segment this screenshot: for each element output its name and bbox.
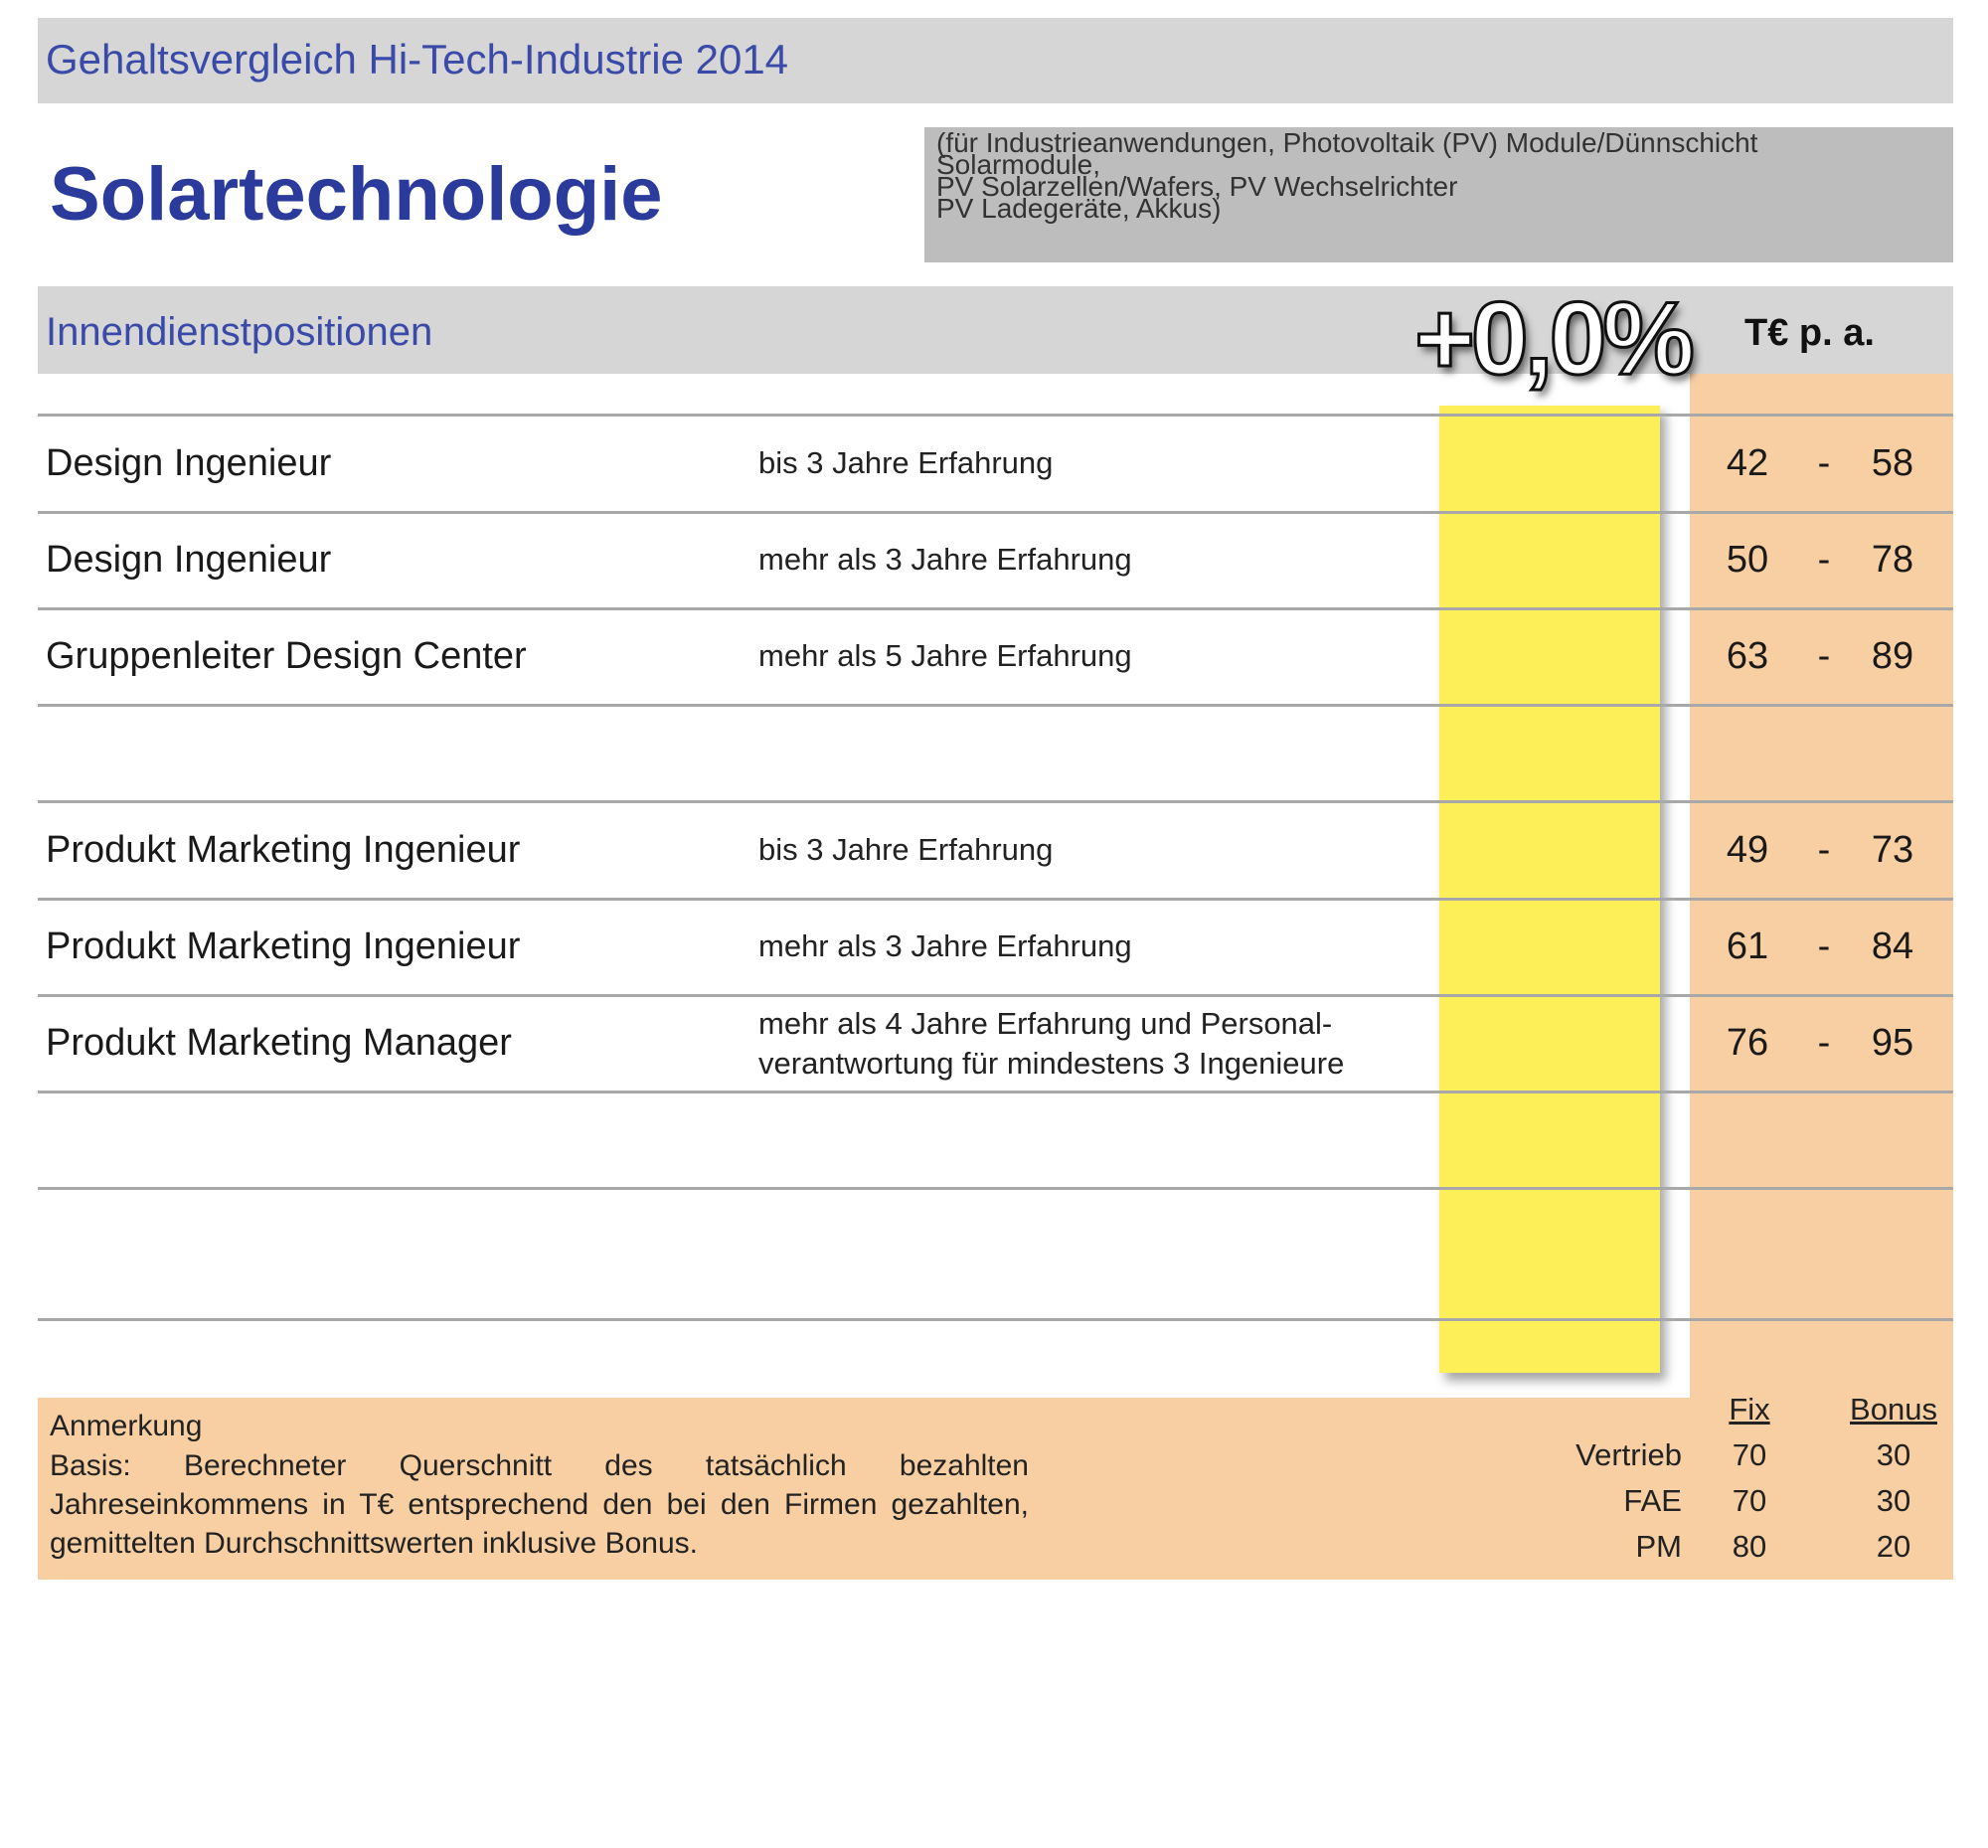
salary-separator: -	[1817, 442, 1831, 484]
header-title: Gehaltsvergleich Hi-Tech-Industrie 2014	[46, 36, 789, 83]
page-title: Solartechnologie	[50, 152, 663, 237]
salary-column	[1690, 374, 1953, 1398]
row-divider	[38, 1318, 1953, 1321]
row-divider	[38, 511, 1953, 514]
salary-min: 61	[1726, 925, 1769, 967]
row-divider	[38, 898, 1953, 901]
salary-separator: -	[1817, 635, 1831, 677]
scope-line: (für Industrieanwendungen, Photovoltaik (PV) Module/Dünnschicht	[936, 127, 1758, 158]
salary-separator: -	[1817, 925, 1831, 967]
salary-min: 76	[1726, 1022, 1769, 1064]
pay-split-bonus: 20	[1876, 1529, 1911, 1564]
scope-line: Solarmodule,	[936, 149, 1100, 180]
fix-header: Fix	[1729, 1392, 1770, 1427]
pay-split-label: FAE	[1623, 1483, 1682, 1518]
salary-unit-label: T€ p. a.	[1744, 312, 1875, 354]
position-experience: mehr als 3 Jahre Erfahrung	[758, 928, 1132, 963]
position-title: Produkt Marketing Ingenieur	[46, 829, 521, 871]
pay-split-bonus: 30	[1876, 1437, 1911, 1472]
pay-split-fix: 80	[1732, 1529, 1767, 1564]
salary-max: 89	[1871, 635, 1914, 677]
row-divider	[38, 1187, 1953, 1190]
row-divider	[38, 1091, 1953, 1093]
salary-max: 95	[1871, 1022, 1914, 1064]
position-title: Gruppenleiter Design Center	[46, 635, 527, 677]
position-experience: mehr als 3 Jahre Erfahrung	[758, 542, 1132, 577]
pay-split-fix: 70	[1732, 1483, 1767, 1518]
position-title: Design Ingenieur	[46, 442, 332, 484]
position-experience: mehr als 4 Jahre Erfahrung und Personal-	[758, 1006, 1333, 1041]
scope-line: PV Ladegeräte, Akkus)	[936, 193, 1222, 224]
salary-max: 84	[1871, 925, 1914, 967]
position-experience: bis 3 Jahre Erfahrung	[758, 832, 1054, 867]
salary-separator: -	[1817, 829, 1831, 871]
change-highlight-column	[1439, 406, 1660, 1373]
change-percent-badge: +0,0%	[1414, 281, 1691, 397]
row-divider	[38, 704, 1953, 707]
section-title: Innendienstpositionen	[46, 310, 433, 354]
row-divider	[38, 800, 1953, 803]
salary-min: 63	[1726, 635, 1769, 677]
row-divider	[38, 414, 1953, 417]
salary-min: 42	[1726, 442, 1769, 484]
pay-split-label: Vertrieb	[1575, 1437, 1682, 1472]
position-title: Produkt Marketing Manager	[46, 1022, 512, 1064]
position-experience: verantwortung für mindestens 3 Ingenieure	[758, 1046, 1345, 1081]
notes-text: Basis: Berechneter Querschnitt des tatsächlich bezahlten Jahreseinkommens in T€ entsprechend den bei den Firmen gezahlten, gemittelten Durchschnittswerten inklusive Bonus.	[50, 1449, 1029, 1560]
bonus-header: Bonus	[1850, 1392, 1937, 1427]
notes-heading: Anmerkung	[50, 1410, 203, 1442]
salary-separator: -	[1817, 539, 1831, 581]
salary-max: 58	[1871, 442, 1914, 484]
row-divider	[38, 607, 1953, 610]
salary-min: 49	[1726, 829, 1769, 871]
salary-max: 73	[1871, 829, 1914, 871]
pay-split-bonus: 30	[1876, 1483, 1911, 1518]
salary-min: 50	[1726, 539, 1769, 581]
row-divider	[38, 994, 1953, 997]
scope-line: PV Solarzellen/Wafers, PV Wechselrichter	[936, 171, 1458, 202]
position-title: Design Ingenieur	[46, 539, 332, 581]
scope-description-box	[924, 127, 1953, 262]
salary-max: 78	[1871, 539, 1914, 581]
pay-split-label: PM	[1635, 1529, 1682, 1564]
pay-split-fix: 70	[1732, 1437, 1767, 1472]
position-experience: mehr als 5 Jahre Erfahrung	[758, 638, 1132, 673]
position-title: Produkt Marketing Ingenieur	[46, 925, 521, 967]
salary-separator: -	[1817, 1022, 1831, 1064]
position-experience: bis 3 Jahre Erfahrung	[758, 445, 1054, 480]
